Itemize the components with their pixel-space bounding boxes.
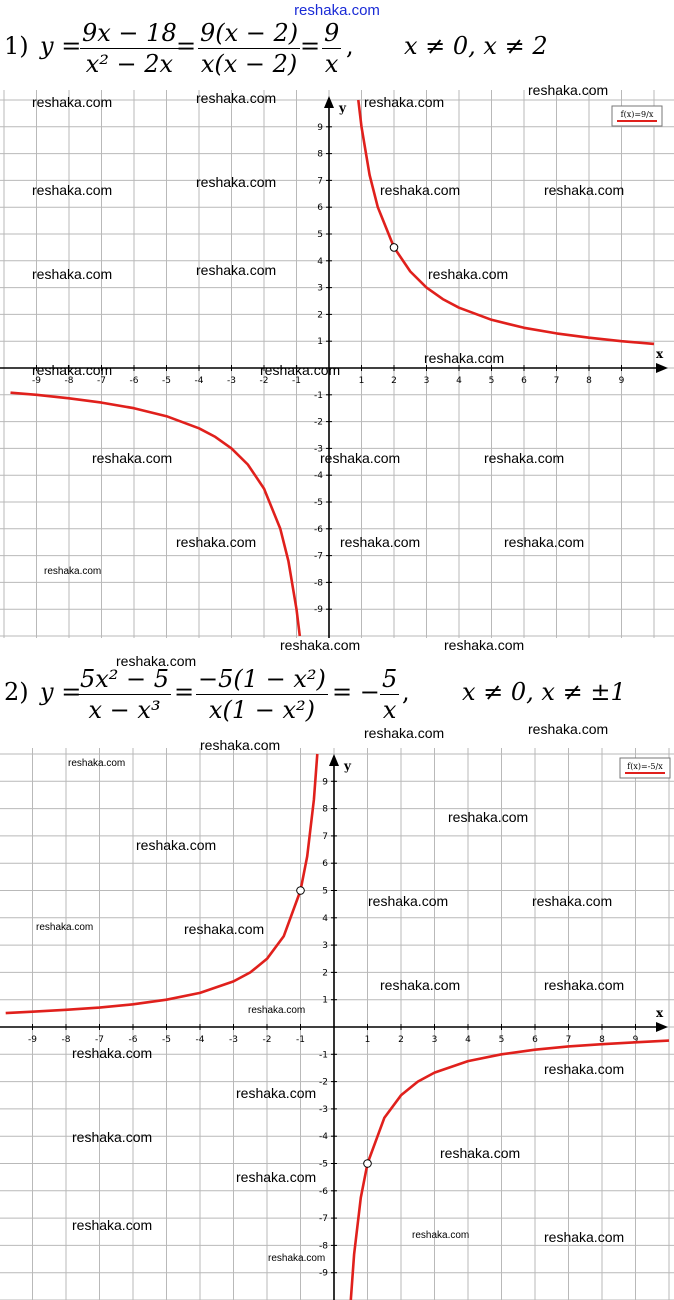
- y-tick-label: 8: [317, 149, 323, 160]
- watermark-text: reshaka.com: [260, 362, 341, 378]
- watermark-text: reshaka.com: [528, 82, 609, 98]
- y-tick-label: -8: [319, 1241, 328, 1252]
- watermark-text: reshaka.com: [320, 450, 401, 466]
- numerator: 9(x − 2): [200, 19, 299, 47]
- x-tick-label: -7: [97, 376, 106, 386]
- x-tick-label: 6: [521, 376, 527, 386]
- x-tick-label: -9: [28, 1035, 37, 1045]
- domain-condition: x ≠ 0, x ≠ ±1: [462, 678, 626, 706]
- numerator: −5(1 − x²): [198, 665, 326, 693]
- y-tick-label: 4: [317, 256, 323, 267]
- watermark-text: reshaka.com: [196, 174, 277, 190]
- y-tick-label: -9: [319, 1268, 328, 1279]
- y-axis-arrow: [329, 754, 339, 766]
- formula-1: [4, 18, 670, 78]
- x-tick-label: -6: [129, 376, 139, 386]
- watermark-text: reshaka.com: [32, 182, 113, 198]
- x-tick-label: 5: [498, 1035, 505, 1045]
- y-tick-label: -2: [319, 1077, 328, 1088]
- legend: [620, 758, 670, 778]
- x-tick-label: 6: [532, 1035, 538, 1045]
- watermark-text: reshaka.com: [200, 737, 281, 753]
- excluded-point: [364, 1160, 372, 1168]
- x-axis-label: x: [656, 1006, 664, 1020]
- equals-minus: = −: [332, 678, 380, 706]
- watermark-text: reshaka.com: [92, 450, 173, 466]
- problem-number: 1): [4, 32, 29, 60]
- x-tick-label: 3: [423, 376, 430, 386]
- y-tick-label: -3: [319, 1104, 328, 1115]
- watermark-text: reshaka.com: [504, 534, 585, 550]
- curve-branch-2: [351, 1041, 669, 1300]
- x-tick-label: 8: [599, 1035, 605, 1045]
- y-axis-label: y: [344, 759, 351, 773]
- y-tick-label: 6: [317, 203, 323, 214]
- watermark-text: reshaka.com: [72, 1129, 153, 1145]
- y-tick-label: -7: [314, 551, 323, 562]
- x-tick-label: -5: [162, 376, 171, 386]
- y-tick-label: -8: [314, 578, 323, 589]
- watermark-text: reshaka.com: [380, 182, 461, 198]
- fraction-3: [380, 664, 399, 725]
- x-tick-label: -9: [32, 376, 41, 386]
- y-tick-label: -5: [314, 498, 323, 508]
- y-tick-label: 4: [322, 913, 328, 924]
- y-tick-label: 7: [322, 831, 328, 842]
- x-tick-label: -7: [95, 1035, 104, 1045]
- x-tick-label: -3: [227, 376, 236, 386]
- watermark-text: reshaka.com: [528, 721, 609, 737]
- y-tick-label: -6: [319, 1186, 328, 1197]
- y-tick-label: 2: [317, 310, 323, 321]
- curve-branch-1: [6, 754, 318, 1013]
- watermark-text: reshaka.com: [544, 977, 625, 993]
- x-tick-label: 7: [553, 376, 560, 386]
- watermark-text: reshaka.com: [424, 350, 505, 366]
- watermark-text: reshaka.com: [184, 921, 265, 937]
- watermark-text: reshaka.com: [116, 653, 197, 669]
- watermark-text: reshaka.com: [196, 262, 277, 278]
- legend-label: f(x)=-5/x: [627, 762, 663, 771]
- equals-sign: =: [300, 32, 321, 60]
- watermark-text: reshaka.com: [340, 534, 421, 550]
- fraction-2: [198, 18, 300, 79]
- watermark-text: reshaka.com: [544, 1229, 625, 1245]
- x-tick-label: 2: [391, 376, 397, 386]
- watermark-text: reshaka.com: [412, 1230, 470, 1241]
- watermark-text: reshaka.com: [444, 637, 525, 653]
- site-header[interactable]: reshaka.com: [294, 2, 380, 19]
- denominator: x: [324, 50, 339, 78]
- x-axis-label: x: [656, 347, 664, 361]
- x-tick-label: -1: [296, 1035, 305, 1045]
- watermark-text: reshaka.com: [72, 1045, 153, 1061]
- y-tick-label: -6: [314, 524, 323, 535]
- fraction-1: [80, 18, 179, 79]
- y-tick-label: 9: [322, 777, 328, 788]
- y-tick-label: -4: [319, 1132, 328, 1143]
- domain-condition: x ≠ 0, x ≠ 2: [404, 32, 548, 60]
- fraction-1: [78, 664, 171, 725]
- watermark-text: reshaka.com: [380, 977, 461, 993]
- curve-branch-1: [358, 100, 654, 344]
- y-tick-label: 7: [317, 176, 323, 187]
- x-tick-label: -8: [64, 376, 74, 386]
- y-tick-label: 1: [317, 337, 323, 348]
- watermark-text: reshaka.com: [428, 266, 509, 282]
- fraction-3: [322, 18, 341, 79]
- x-axis-arrow: [656, 1022, 668, 1032]
- y-tick-label: 2: [322, 968, 328, 979]
- curve-branch-2: [11, 393, 300, 636]
- y-tick-label: -9: [314, 605, 323, 616]
- x-tick-label: 4: [465, 1035, 471, 1045]
- y-tick-label: 6: [322, 859, 328, 870]
- denominator: x: [382, 696, 397, 724]
- x-tick-label: -4: [195, 1035, 205, 1045]
- formula-2: [4, 664, 670, 724]
- watermark-text: reshaka.com: [484, 450, 565, 466]
- watermark-text: reshaka.com: [532, 893, 613, 909]
- watermark-text: reshaka.com: [280, 637, 361, 653]
- watermark-text: reshaka.com: [248, 1005, 306, 1016]
- watermark-text: reshaka.com: [196, 90, 277, 106]
- y-tick-label: -2: [314, 417, 323, 428]
- y-tick-label: 5: [322, 886, 328, 897]
- y-tick-label: 3: [317, 283, 323, 294]
- y-tick-label: -7: [319, 1214, 328, 1225]
- x-tick-label: 1: [364, 1035, 371, 1045]
- denominator: x(1 − x²): [208, 696, 315, 724]
- x-tick-label: 2: [398, 1035, 404, 1045]
- x-tick-label: 9: [632, 1035, 639, 1045]
- watermark-text: reshaka.com: [32, 94, 113, 110]
- watermark-text: reshaka.com: [364, 94, 445, 110]
- denominator: x(x − 2): [200, 50, 298, 78]
- watermark-text: reshaka.com: [32, 362, 113, 378]
- x-axis-arrow: [656, 363, 668, 373]
- y-tick-label: -3: [314, 444, 323, 455]
- fraction-2: [196, 664, 328, 725]
- x-tick-label: 7: [565, 1035, 572, 1045]
- numerator: 9x − 18: [82, 19, 177, 47]
- x-tick-label: -8: [61, 1035, 71, 1045]
- watermark-text: reshaka.com: [544, 1061, 625, 1077]
- lhs: y =: [40, 678, 82, 706]
- x-tick-label: -6: [128, 1035, 138, 1045]
- y-axis-arrow: [324, 96, 334, 108]
- x-tick-label: 8: [586, 376, 592, 386]
- numerator: 5: [382, 665, 398, 693]
- x-tick-label: 3: [431, 1035, 438, 1045]
- excluded-point: [297, 887, 305, 895]
- denominator: x² − 2x: [85, 50, 174, 78]
- x-tick-label: -4: [194, 376, 204, 386]
- x-tick-label: -2: [259, 376, 269, 386]
- y-tick-label: -1: [314, 390, 323, 401]
- problem-number: 2): [4, 678, 29, 706]
- watermark-text: reshaka.com: [72, 1217, 153, 1233]
- x-tick-label: -1: [292, 376, 301, 386]
- numerator: 9: [324, 19, 340, 47]
- x-tick-label: -3: [229, 1035, 238, 1045]
- watermark-text: reshaka.com: [68, 758, 126, 769]
- watermark-text: reshaka.com: [368, 893, 449, 909]
- denominator: x − x³: [88, 696, 161, 724]
- numerator: 5x² − 5: [80, 665, 170, 693]
- x-tick-label: 1: [358, 376, 365, 386]
- watermark-text: reshaka.com: [32, 266, 113, 282]
- y-tick-label: 8: [322, 804, 328, 815]
- y-tick-label: 9: [317, 122, 323, 133]
- watermark-text: reshaka.com: [176, 534, 257, 550]
- legend-label: f(x)=9/x: [620, 110, 654, 119]
- comma: ,: [402, 678, 410, 706]
- watermark-text: reshaka.com: [364, 725, 445, 741]
- y-tick-label: -4: [314, 471, 323, 482]
- watermark-text: reshaka.com: [440, 1145, 521, 1161]
- y-tick-label: 1: [322, 995, 328, 1006]
- x-tick-label: -5: [162, 1035, 171, 1045]
- x-tick-label: 9: [618, 376, 625, 386]
- watermark-text: reshaka.com: [36, 922, 94, 933]
- y-tick-label: 5: [317, 230, 323, 240]
- watermark-text: reshaka.com: [236, 1169, 317, 1185]
- watermark-text: reshaka.com: [448, 809, 529, 825]
- x-tick-label: 5: [488, 376, 495, 386]
- lhs: y =: [40, 32, 82, 60]
- excluded-point: [390, 244, 398, 252]
- watermark-text: reshaka.com: [136, 837, 217, 853]
- y-axis-label: y: [339, 101, 346, 115]
- watermark-text: reshaka.com: [44, 566, 102, 577]
- x-tick-label: 4: [456, 376, 462, 386]
- x-tick-label: -2: [262, 1035, 272, 1045]
- equals-sign: =: [176, 32, 197, 60]
- comma: ,: [346, 32, 354, 60]
- watermark-text: reshaka.com: [544, 182, 625, 198]
- y-tick-label: 3: [322, 941, 328, 952]
- y-tick-label: -1: [319, 1050, 328, 1061]
- equals-sign: =: [174, 678, 195, 706]
- y-tick-label: -5: [319, 1159, 328, 1170]
- watermark-text: reshaka.com: [236, 1085, 317, 1101]
- watermark-text: reshaka.com: [268, 1253, 326, 1264]
- legend: [612, 106, 662, 126]
